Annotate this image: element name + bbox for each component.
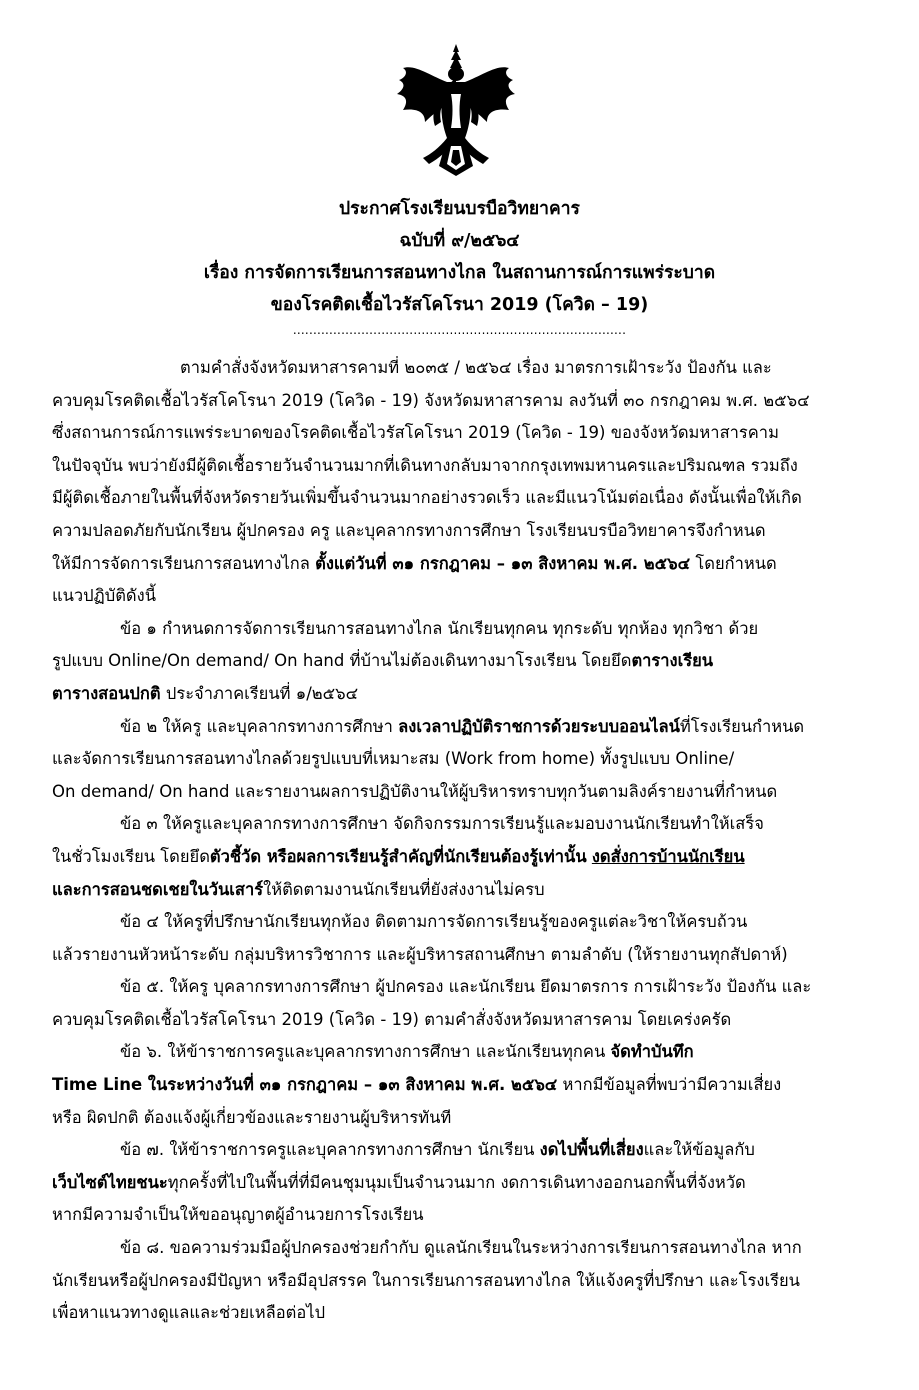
item-2-bold: ลงเวลาปฏิบัติราชการด้วยระบบออนไลน์ bbox=[398, 716, 680, 736]
item-2-line: On demand/ On hand และรายงานผลการปฏิบัติงานให้ผู้บริหารทราบทุกวันตามลิงค์รายงานที่กำหนด bbox=[52, 781, 778, 801]
item-3-text: ให้ติดตามงานนักเรียนที่ยังส่งงานไม่ครบ bbox=[263, 879, 545, 899]
announcement-number: ฉบับที่ ๙/๒๕๖๔ bbox=[399, 231, 520, 251]
subject-line-2: ของโรคติดเชื้อไวรัสโคโรนา 2019 (โควิด – 19) bbox=[270, 295, 649, 315]
item-2-line bbox=[52, 711, 867, 744]
item-1-bold: ตารางเรียน bbox=[631, 651, 714, 671]
subject-line-1: เรื่อง การจัดการเรียนการสอนทางไกล ในสถานการณ์การแพร่ระบาด bbox=[203, 263, 716, 283]
garuda-emblem-icon bbox=[395, 42, 517, 182]
item-7-line bbox=[52, 1167, 867, 1200]
item-6-text: หากมีข้อมูลที่พบว่ามีความเสี่ยง bbox=[557, 1075, 782, 1095]
intro-line: แนวปฏิบัติดังนี้ bbox=[52, 586, 156, 606]
item-6-bold: Time Line ในระหว่างวันที่ ๓๑ กรกฎาคม – ๑๓ สิงหาคม พ.ศ. ๒๕๖๔ bbox=[52, 1075, 558, 1095]
item-1-bold: ตารางสอนปกติ bbox=[52, 683, 161, 703]
item-3-bold: การสอนชดเชยในวันเสาร์ bbox=[81, 879, 264, 899]
item-8-line: เพื่อหาแนวทางดูแลและช่วยเหลือต่อไป bbox=[52, 1303, 326, 1323]
announcement-body bbox=[52, 352, 867, 1330]
intro-line: ควบคุมโรคติดเชื้อไวรัสโคโรนา 2019 (โควิด - 19) จังหวัดมหาสารคาม ลงวันที่ ๓๐ กรกฎาคม พ.ศ. ๒๕๖๔ bbox=[52, 390, 810, 410]
intro-line: ตามคำสั่งจังหวัดมหาสารคามที่ ๒๐๓๕ / ๒๕๖๔ เรื่อง มาตรการเฝ้าระวัง ป้องกัน และ bbox=[180, 358, 772, 377]
item-7-text: และให้ข้อมูลกับ bbox=[643, 1140, 755, 1160]
item-5-line: ข้อ ๕. ให้ครู บุคลากรทางการศึกษา ผู้ปกครอง และนักเรียน ยึดมาตรการ การเฝ้าระวัง ป้องกัน และ bbox=[120, 977, 812, 997]
item-6-text: ข้อ ๖. ให้ข้าราชการครูและบุคลากรทางการศึกษา และนักเรียนทุกคน bbox=[120, 1042, 611, 1062]
school-announcement-title: ประกาศโรงเรียนบรบือวิทยาคาร bbox=[339, 199, 580, 219]
item-1-line bbox=[52, 645, 867, 678]
intro-line: ความปลอดภัยกับนักเรียน ผู้ปกครอง ครู และบุคลากรทางการศึกษา โรงเรียนบรบือวิทยาคารจึงกำหนด bbox=[52, 520, 766, 540]
item-6-line: หรือ ผิดปกติ ต้องแจ้งผู้เกี่ยวข้องและรายงานผู้บริหารทันที bbox=[52, 1107, 452, 1127]
item-8-line: ข้อ ๘. ขอความร่วมมือผู้ปกครองช่วยกำกับ ดูแลนักเรียนในระหว่างการเรียนการสอนทางไกล หาก bbox=[120, 1238, 802, 1258]
item-3-line bbox=[52, 874, 867, 907]
item-3-bold: และ bbox=[52, 879, 82, 899]
item-7-line bbox=[52, 1134, 867, 1167]
intro-line bbox=[52, 548, 867, 581]
item-1-text: ประจำภาคเรียนที่ ๑/๒๕๖๔ bbox=[160, 683, 359, 703]
item-2-text: ที่โรงเรียนกำหนด bbox=[679, 716, 805, 736]
separator-line: ................................................................................... bbox=[292, 323, 627, 337]
intro-line: ซึ่งสถานการณ์การแพร่ระบาดของโรคติดเชื้อไวรัสโคโรนา 2019 (โควิด - 19) ของจังหวัดมหาสารคาม bbox=[52, 423, 779, 443]
intro-line: ในปัจจุบัน พบว่ายังมีผู้ติดเชื้อรายวันจำนวนมากที่เดินทางกลับมาจากกรุงเทพมหานครและปริมณฑล รวมถึง bbox=[52, 455, 798, 475]
item-7-line: หากมีความจำเป็นให้ขออนุญาตผู้อำนวยการโรงเรียน bbox=[52, 1205, 424, 1225]
item-3-line bbox=[52, 841, 867, 874]
item-5-line: ควบคุมโรคติดเชื้อไวรัสโคโรนา 2019 (โควิด - 19) ตามคำสั่งจังหวัดมหาสารคาม โดยเคร่งครัด bbox=[52, 1009, 732, 1029]
date-range-bold: ตั้งแต่วันที่ ๓๑ กรกฎาคม – ๑๓ สิงหาคม พ.ศ. ๒๕๖๔ bbox=[315, 553, 691, 573]
item-7-bold: งดไปพื้นที่เสี่ยง bbox=[539, 1140, 644, 1160]
item-2-text: ข้อ ๒ ให้ครู และบุคลากรทางการศึกษา bbox=[120, 716, 399, 736]
item-4-line: ข้อ ๔ ให้ครูที่ปรึกษานักเรียนทุกห้อง ติดตามการจัดการเรียนรู้ของครูแต่ละวิชาให้ครบถ้วน bbox=[120, 912, 748, 932]
item-4-line: แล้วรายงานหัวหน้าระดับ กลุ่มบริหารวิชาการ และผู้บริหารสถานศึกษา ตามลำดับ (ให้รายงานทุกสัปดาห์) bbox=[52, 944, 788, 964]
item-3-bold-underline: งดสั่งการบ้านนักเรียน bbox=[591, 846, 745, 866]
item-7-text: ข้อ ๗. ให้ข้าราชการครูและบุคลากรทางการศึกษา นักเรียน bbox=[120, 1140, 540, 1160]
item-3-text: ในชั่วโมงเรียน โดยยึด bbox=[52, 846, 210, 866]
item-2-line: และจัดการเรียนการสอนทางไกลด้วยรูปแบบที่เหมาะสม (Work from home) ทั้งรูปแบบ Online/ bbox=[52, 749, 735, 769]
item-3-bold: ตัวชี้วัด หรือผลการเรียนรู้สำคัญที่นักเรียนต้องรู้เท่านั้น bbox=[209, 846, 587, 866]
item-7-bold: เว็บไซต์ไทยชนะ bbox=[52, 1172, 168, 1192]
item-1-text: รูปแบบ Online/On demand/ On hand ที่บ้านไม่ต้องเดินทางมาโรงเรียน โดยยึด bbox=[52, 651, 632, 671]
intro-text: ให้มีการจัดการเรียนการสอนทางไกล bbox=[52, 553, 316, 573]
item-1-line bbox=[52, 678, 867, 711]
item-8-line: นักเรียนหรือผู้ปกครองมีปัญหา หรือมีอุปสรรค ในการเรียนการสอนทางไกล ให้แจ้งครูที่ปรึกษา และโรงเรียน bbox=[52, 1270, 800, 1290]
intro-line: มีผู้ติดเชื้อภายในพื้นที่จังหวัดรายวันเพิ่มขึ้นจำนวนมากอย่างรวดเร็ว และมีแนวโน้มต่อเนื่อง ดังนั้นเพื่อให้เกิด bbox=[52, 488, 802, 508]
item-6-bold: จัดทำบันทึก bbox=[610, 1042, 694, 1062]
item-6-line bbox=[52, 1036, 867, 1069]
item-3-line: ข้อ ๓ ให้ครูและบุคลากรทางการศึกษา จัดกิจกรรมการเรียนรู้และมอบงานนักเรียนทำให้เสร็จ bbox=[120, 814, 764, 834]
item-6-line bbox=[52, 1069, 867, 1102]
announcement-header bbox=[0, 193, 919, 321]
intro-text: โดยกำหนด bbox=[690, 553, 777, 573]
item-1-line: ข้อ ๑ กำหนดการจัดการเรียนการสอนทางไกล นักเรียนทุกคน ทุกระดับ ทุกห้อง ทุกวิชา ด้วย bbox=[120, 618, 759, 638]
item-7-text: ทุกครั้งที่ไปในพื้นที่ที่มีคนชุมนุมเป็นจำนวนมาก งดการเดินทางออกนอกพื้นที่จังหวัด bbox=[167, 1172, 746, 1192]
